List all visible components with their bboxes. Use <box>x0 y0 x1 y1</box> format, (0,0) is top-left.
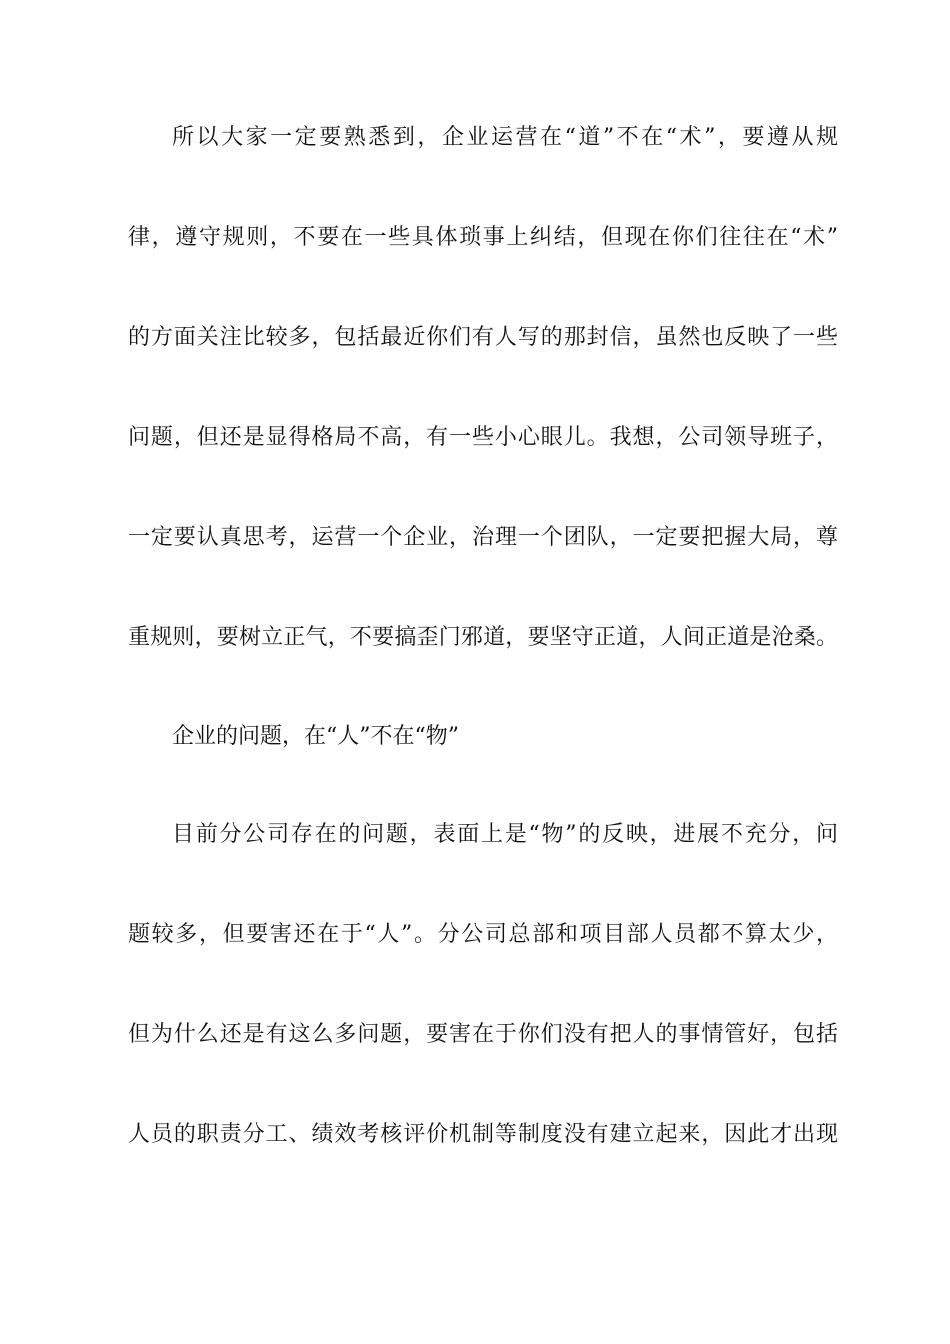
paragraph-line: 目前分公司存在的问题，表面上是“物”的反映，进展不充分，问 <box>172 822 838 847</box>
paragraph-line: 律，遵守规则，不要在一些具体琐事上纠结，但现在你们往往在“术” <box>128 225 838 250</box>
paragraph-line: 问题，但还是显得格局不高，有一些小心眼儿。我想，公司领导班子， <box>128 425 838 450</box>
section-heading: 企业的问题，在“人”不在“物” <box>172 724 459 749</box>
paragraph-line: 但为什么还是有这么多问题，要害在于你们没有把人的事情管好，包括 <box>128 1022 838 1047</box>
paragraph-line: 题较多，但要害还在于“人”。分公司总部和项目部人员都不算太少， <box>128 922 838 947</box>
paragraph-line: 一定要认真思考，运营一个企业，治理一个团队，一定要把握大局，尊 <box>128 525 838 550</box>
paragraph-line: 的方面关注比较多，包括最近你们有人写的那封信，虽然也反映了一些 <box>128 325 838 350</box>
paragraph-line: 人员的职责分工、绩效考核评价机制等制度没有建立起来，因此才出现 <box>128 1122 838 1147</box>
paragraph-line: 重规则，要树立正气，不要搞歪门邪道，要坚守正道，人间正道是沧桑。 <box>128 625 838 650</box>
paragraph-line: 所以大家一定要熟悉到，企业运营在“道”不在“术”，要遵从规 <box>172 125 838 150</box>
